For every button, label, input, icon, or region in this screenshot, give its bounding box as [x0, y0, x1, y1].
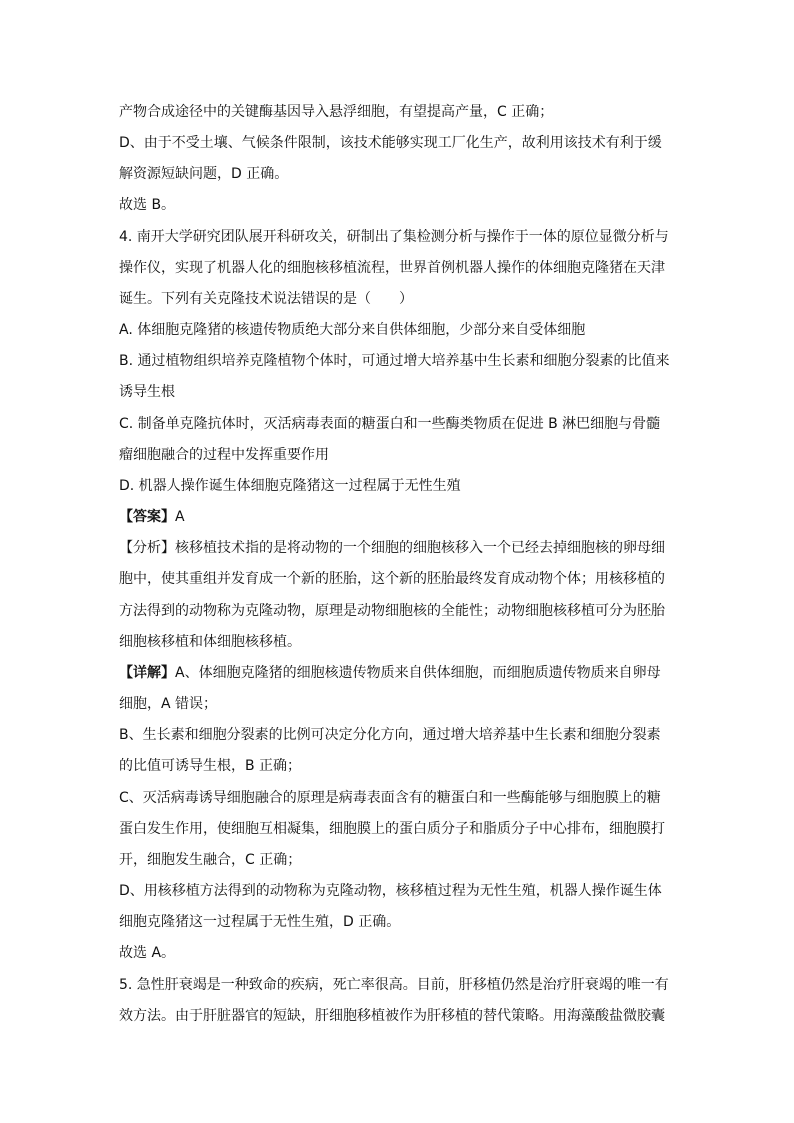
text-line: 诱导生根	[119, 384, 175, 400]
text-line: 方法得到的动物称为克隆动物，原理是动物细胞核的全能性；动物细胞核移植可分为胚胎	[119, 603, 665, 619]
option-b: B. 通过植物组织培养克隆植物个体时，可通过增大培养基中生长素和细胞分裂素的比值来	[119, 353, 670, 369]
text-line: 故选 B。	[119, 197, 176, 213]
text-line: D、用核移植方法得到的动物称为克隆动物，核移植过程为无性生殖，机器人操作诞生体	[119, 883, 662, 899]
text-line: 蛋白发生作用，使细胞互相凝集，细胞膜上的蛋白质分子和脂质分子中心排布，细胞膜打	[119, 821, 665, 837]
text-line: 故选 A。	[119, 945, 176, 961]
text-line: 产物合成途径中的关键酶基因导入悬浮细胞，有望提高产量，C 正确；	[119, 104, 554, 120]
text-line: 的比值可诱导生根，B 正确；	[119, 758, 302, 774]
text-line: B、生长素和细胞分裂素的比例可决定分化方向，通过增大培养基中生长素和细胞分裂素	[119, 727, 661, 743]
text-line: 开，细胞发生融合，C 正确；	[119, 852, 302, 868]
text-line: D、由于不受土壤、气候条件限制，该技术能够实现工厂化生产，故利用该技术有利于缓	[119, 135, 662, 151]
text-line: 细胞核移植和体细胞核移植。	[119, 634, 301, 650]
option-c: C. 制备单克隆抗体时，灭活病毒表面的糖蛋白和一些酶类物质在促进 B 淋巴细胞与骨髓	[119, 416, 661, 432]
text-line: 细胞克隆猪这一过程属于无性生殖，D 正确。	[119, 914, 401, 930]
option-a: A. 体细胞克隆猪的核遗传物质绝大部分来自供体细胞，少部分来自受体细胞	[119, 322, 586, 338]
detail-text: A、体细胞克隆猪的细胞核遗传物质来自供体细胞，而细胞质遗传物质来自卵母	[175, 665, 661, 681]
answer-line	[119, 507, 689, 527]
analysis-line: 【分析】核移植技术指的是将动物的一个细胞的细胞核移入一个已经去掉细胞核的卵母细	[119, 540, 665, 556]
detail-tag: 【详解】	[119, 665, 175, 681]
answer-tag: 【答案】	[119, 509, 175, 525]
question-5-stem: 5. 急性肝衰竭是一种致命的疾病，死亡率很高。目前，肝移植仍然是治疗肝衰竭的唯一有	[119, 977, 669, 993]
text-line: 解资源短缺问题，D 正确。	[119, 166, 289, 182]
answer-value: A	[175, 509, 185, 525]
text-line: 胞中，使其重组并发育成一个新的胚胎，这个新的胚胎最终发育成动物个体；用核移植的	[119, 571, 665, 587]
text-line: 瘤细胞融合的过程中发挥重要作用	[119, 447, 329, 463]
text-line: C、灭活病毒诱导细胞融合的原理是病毒表面含有的糖蛋白和一些酶能够与细胞膜上的糖	[119, 790, 661, 806]
option-d: D. 机器人操作诞生体细胞克隆猪这一过程属于无性生殖	[119, 478, 461, 494]
text-line: 操作仪，实现了机器人化的细胞核移植流程，世界首例机器人操作的体细胞克隆猪在天津	[119, 260, 665, 276]
text-line: 细胞，A 错误；	[119, 696, 218, 712]
text-line: 效方法。由于肝脏器官的短缺，肝细胞移植被作为肝移植的替代策略。用海藻酸盐微胶囊	[119, 1008, 665, 1024]
text-line: 诞生。下列有关克隆技术说法错误的是（ ）	[119, 291, 413, 307]
detail-line	[119, 663, 689, 683]
question-4-stem: 4. 南开大学研究团队展开科研攻关，研制出了集检测分析与操作于一体的原位显微分析与	[119, 229, 669, 245]
